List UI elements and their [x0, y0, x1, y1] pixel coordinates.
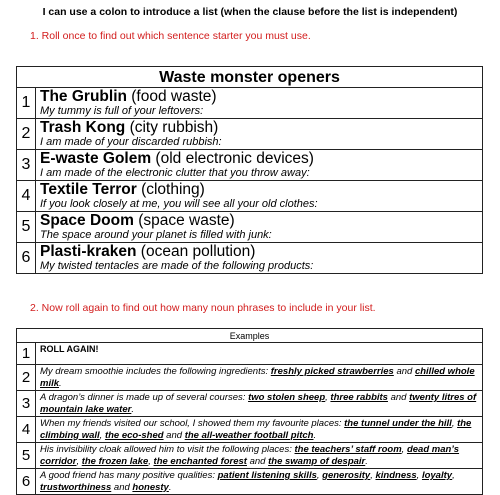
noun-phrase: loyalty	[421, 470, 453, 481]
monster-name: Plasti-kraken	[40, 243, 137, 260]
openers-table-title: Waste monster openers	[17, 67, 483, 88]
example-number: 3	[17, 391, 36, 417]
example-intro: A good friend has many positive qualities:	[40, 470, 218, 481]
example-number: 2	[17, 365, 36, 391]
opener-number: 4	[17, 181, 36, 212]
noun-phrase: generosity	[322, 470, 371, 481]
instruction-step-1: 1. Roll once to find out which sentence starter you must use.	[30, 30, 311, 42]
noun-phrase: trustworthiness	[40, 481, 112, 493]
example-number: 6	[17, 469, 36, 495]
list-separator: and	[111, 481, 133, 493]
example-content	[36, 469, 483, 495]
monster-name: The Grublin	[40, 88, 127, 105]
opener-row	[17, 88, 483, 119]
list-separator: and	[246, 455, 269, 467]
examples-table-title: Examples	[17, 329, 483, 343]
opener-number: 6	[17, 243, 36, 274]
example-intro: A dragon’s dinner is made up of several courses:	[40, 392, 249, 403]
example-number: 1	[17, 343, 36, 365]
list-separator: .	[131, 403, 134, 415]
page-heading: I can use a colon to introduce a list (when the clause before the list is independent)	[42, 6, 458, 18]
example-content	[36, 343, 483, 365]
list-separator: ,	[452, 470, 455, 481]
list-separator: and	[387, 392, 410, 403]
example-content	[36, 365, 483, 391]
noun-phrase: patient listening skills	[217, 470, 317, 481]
noun-phrase: dead man’s corridor	[40, 444, 460, 467]
example-intro: When my friends visited our school, I showed them my favourite places:	[40, 418, 345, 429]
monster-waste-type: (clothing)	[136, 181, 205, 198]
list-separator: ,	[325, 392, 331, 403]
example-number: 4	[17, 417, 36, 443]
list-separator: ,	[370, 470, 376, 481]
opener-number: 1	[17, 88, 36, 119]
noun-phrase: two stolen sheep	[248, 392, 326, 403]
monster-line	[40, 181, 482, 198]
list-separator: ,	[316, 470, 323, 481]
noun-phrase: the tunnel under the hill	[344, 418, 452, 429]
noun-phrase: chilled whole milk	[40, 366, 475, 389]
opener-row	[17, 212, 483, 243]
list-separator: and	[393, 366, 415, 377]
list-separator: ,	[401, 444, 407, 455]
monster-line	[40, 88, 482, 105]
example-content	[36, 391, 483, 417]
opener-content	[36, 212, 483, 243]
example-row	[17, 417, 483, 443]
noun-phrase: the frozen lake	[81, 455, 149, 467]
opener-row	[17, 243, 483, 274]
examples-table	[16, 328, 483, 495]
instruction-step-2: 2. Now roll again to find out how many noun phrases to include in your list.	[30, 302, 376, 314]
list-separator: .	[59, 377, 62, 389]
sentence-starter: I am made of the electronic clutter that you throw away:	[40, 167, 310, 179]
monster-name: Space Doom	[40, 212, 134, 229]
noun-phrase: freshly picked strawberries	[270, 366, 394, 377]
sentence-starter: If you look closely at me, you will see all your old clothes:	[40, 198, 318, 210]
example-row	[17, 343, 483, 365]
example-content	[36, 417, 483, 443]
list-separator: ,	[451, 418, 458, 429]
monster-line	[40, 212, 482, 229]
list-separator: .	[365, 455, 368, 467]
monster-line	[40, 150, 482, 167]
waste-monster-openers-table	[16, 66, 483, 274]
opener-row	[17, 119, 483, 150]
opener-number: 5	[17, 212, 36, 243]
noun-phrase: the all-weather football pitch	[184, 429, 314, 441]
opener-row	[17, 181, 483, 212]
opener-content	[36, 181, 483, 212]
opener-content	[36, 150, 483, 181]
example-intro: His invisibility cloak allowed him to visit the following places:	[40, 444, 295, 455]
opener-row	[17, 150, 483, 181]
opener-number: 2	[17, 119, 36, 150]
monster-name: E-waste Golem	[40, 150, 152, 167]
opener-content	[36, 119, 483, 150]
sentence-starter: The space around your planet is filled with junk:	[40, 229, 272, 241]
list-separator: .	[168, 481, 172, 493]
example-row	[17, 469, 483, 495]
sentence-starter: My tummy is full of your leftovers:	[40, 105, 204, 117]
example-row	[17, 443, 483, 469]
list-separator: .	[313, 429, 317, 441]
example-content	[36, 443, 483, 469]
noun-phrase: kindness	[375, 470, 417, 481]
example-intro: My dream smoothie includes the following ingredients:	[40, 366, 271, 377]
noun-phrase: the enchanted forest	[153, 455, 247, 467]
monster-line	[40, 119, 482, 136]
monster-name: Trash Kong	[40, 119, 126, 136]
opener-content	[36, 88, 483, 119]
roll-again-text: ROLL AGAIN!	[40, 344, 99, 354]
sentence-starter: My twisted tentacles are made of the following products:	[40, 260, 314, 272]
sentence-starter: I am made of your discarded rubbish:	[40, 136, 222, 148]
opener-content	[36, 243, 483, 274]
example-number: 5	[17, 443, 36, 469]
example-row	[17, 391, 483, 417]
noun-phrase: the teachers’ staff room	[294, 444, 402, 455]
monster-waste-type: (city rubbish)	[125, 119, 219, 136]
noun-phrase: the swamp of despair	[268, 455, 366, 467]
list-separator: ,	[416, 470, 422, 481]
noun-phrase: the climbing wall	[40, 418, 472, 441]
monster-waste-type: (space waste)	[133, 212, 235, 229]
list-separator: ,	[148, 455, 154, 467]
monster-waste-type: (food waste)	[126, 88, 217, 105]
monster-line	[40, 243, 482, 260]
noun-phrase: twenty litres of mountain lake water	[40, 392, 477, 415]
list-separator: ,	[99, 429, 105, 441]
noun-phrase: honesty	[132, 481, 169, 493]
monster-waste-type: (ocean pollution)	[136, 243, 256, 260]
noun-phrase: the eco-shed	[104, 429, 164, 441]
noun-phrase: three rabbits	[330, 392, 388, 403]
monster-name: Textile Terror	[40, 181, 137, 198]
example-row	[17, 365, 483, 391]
list-separator: and	[163, 429, 185, 441]
list-separator: ,	[76, 455, 82, 467]
monster-waste-type: (old electronic devices)	[151, 150, 314, 167]
opener-number: 3	[17, 150, 36, 181]
